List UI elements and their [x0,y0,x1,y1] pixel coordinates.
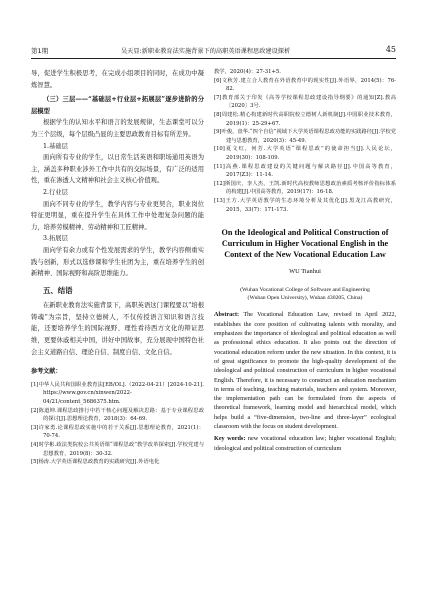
english-affiliation [214,286,396,302]
paragraph-industry-layer: 面向不同专业的学生，教学内容与专业更契合，职业岗位特征更明显，重在提升学生在具体工作中处理复杂问题的能力，培养劳模精神、劳动精神和工匠精神。 [31,200,204,231]
item-title-industry-layer: 2.行业层 [43,188,68,196]
reference-item: [12]斯国庆，李人杰，王凯.新时代高校教师思想政治素质考核评价指标体系的构建[J].中国高等教育，2019(17)：16-18. [214,180,396,196]
reference-item: [10]夏文红，何芳.大学英语“课程思政”的使命担当[J].人民论坛，2019(30)：108-109. [214,146,396,161]
english-title: On the Ideological and Political Construction of Curriculum in Higher Vocational English in the Context of the New Vocational Education Law [221,228,389,259]
keywords-text: new vocational education law; higher vocational English; ideological and political construction of curriculum [214,435,396,452]
reference-item: [11]高燕.课程思政建设的关键问题与解决路径[J].中国高等教育，2017(Z3)：11-14. [214,163,396,179]
references-list-left [31,381,204,467]
reference-item: [13]王方.大学英语教学的生态环境分析及其优化[J].黑龙江高教研究，2015，33(7)：171-173. [214,197,396,213]
paragraph-extension-layer: 面向学有余力或有个性发展需求的学生，教学内容侧重实践与创新，形式以选修课和学生社团为主，重在培养学生的创新精神、国际视野和高阶思维能力。 [31,246,204,278]
reference-item: [8]周建松.精心构建新时代高职院校立德树人新机制[J].中国职业技术教育，2019(1)：25-29+67. [214,111,396,127]
right-column [214,68,396,456]
page-number: 45 [385,45,396,54]
reference-item: [3]许家勇.论课程思政实施中的若干关系[J].思想理论教育，2021(1)：70-74. [31,424,204,440]
references-list-right [214,68,396,214]
abstract-label: Abstract: [214,311,240,319]
reference-item: 教学，2020(4)：27-31+5. [214,69,281,75]
section-heading-conclusion: 五、结语 [43,285,73,295]
reference-item: [6]文秋芳.建立合人教育在外语教育中的现实性[J].外语界，2014(5)：76-82. [214,77,396,93]
paragraph-layers-intro: 根据学生的认知水平和语言的发展规律，生态课堂可以分为三个层级，每个层级凸显的主要思政教育目标有所差异。 [31,119,204,138]
reference-item: [9]叶俊，盘华.“四个自信”视域下大学英语课程思政功能的实践路径[J].学校党建与思想教育，2020(3)：45-49. [214,129,396,144]
reference-item: [7]教育部关于印发《高等学校课程思政建设指导纲要》的通知[Z].教高〔2020〕3号. [214,94,396,110]
english-author: WU Tianhui [289,268,321,276]
english-abstract [214,310,396,431]
item-title-extension-layer: 3.拓展层 [43,235,68,243]
paragraph-conclusion: 在新职业教育法实施背景下，高职英语这门课程要以“培根铸魂”为宗旨，坚持立德树人，不仅传授语言知识和语言技能，还要培养学生的国际视野、理性看待西方文化的辩证思维，更要休戚相关中国，讲好中国故事，充分展现中国特色社会主义道路自信、理论自信、制度自信、文化自信。 [31,302,204,356]
affiliation-line: (Wuhan Open University), Wuhan 430205, China) [247,295,363,302]
references-heading: 参考文献： [31,368,62,376]
reference-item: [5]杨涛.大学英语课程思政教育的实践研究[J].外语电化 [31,459,160,466]
paragraph-continued: 导，促进学生积极思考，在完成小组项目的同时，在成功中凝炼智慧。 [31,70,204,89]
left-column [31,68,204,467]
english-keywords [214,434,396,453]
reference-item: [4]时学彬.政法类院校公共英语课“课程思政”教学改革探索[J].学校党建与思想教育，2019(8)：30-32. [31,442,204,457]
keywords-label: Key words: [214,435,246,443]
running-header [31,44,396,59]
abstract-text: The Vocational Education Law, revised in April 2022, establishes the core position of cultivating talents with morality, and emphasizes the importance of ideological and political education as well as professional ethics education. It also points out the direction of vocational education reform under the new situation. In this context, it is of great significance to promote the high-quality development of the ideological and political construction of curriculum in higher vocational English. Therefore, it is necessary to construct an education mechanism in terms of teaching, teaching materials, teachers and system. Moreover, the implementation path can be formulated from the aspects of theoretical framework, learning model and hierarchical model, which helps build a “five-dimension, two-line and three-layer” ecological classroom with the focus on student development. [214,311,396,431]
running-title: 吴天显:新职业教育法实施背景下的高职英语课程思政建设探析 [121,48,291,55]
item-title-basic-layer: 1.基础层 [43,142,68,150]
affiliation-line: (Wuhan Vocational College of Software and Engineering [240,287,370,294]
subheading-three-layer-model: （三）三层——“基础层+行业层+拓展层”逐步进阶的分层模型 [31,96,204,115]
reference-item: [2]陈道坤.课程思政推行中若干核心问题及解决思路：基于专业课程思政的探讨[J].思想理论教育，2018(3)：64-69. [31,407,204,423]
paragraph-basic-layer: 面向所有专业的学生，以日常生活英语和职场通用英语为主，涵盖多种职业涉外工作中共有的交际场景，有广泛的适用性，重在渗透人文精神和社会主义核心价值观。 [31,154,204,185]
issue-number: 第1期 [31,47,49,55]
reference-item: [1]中华人民共和国职业教育法[EB/OL].（2022-04-21）[2024-10-21]. https://www.gov.cn/xinwen/2022-04/21/content_5686375.htm. [31,381,204,406]
